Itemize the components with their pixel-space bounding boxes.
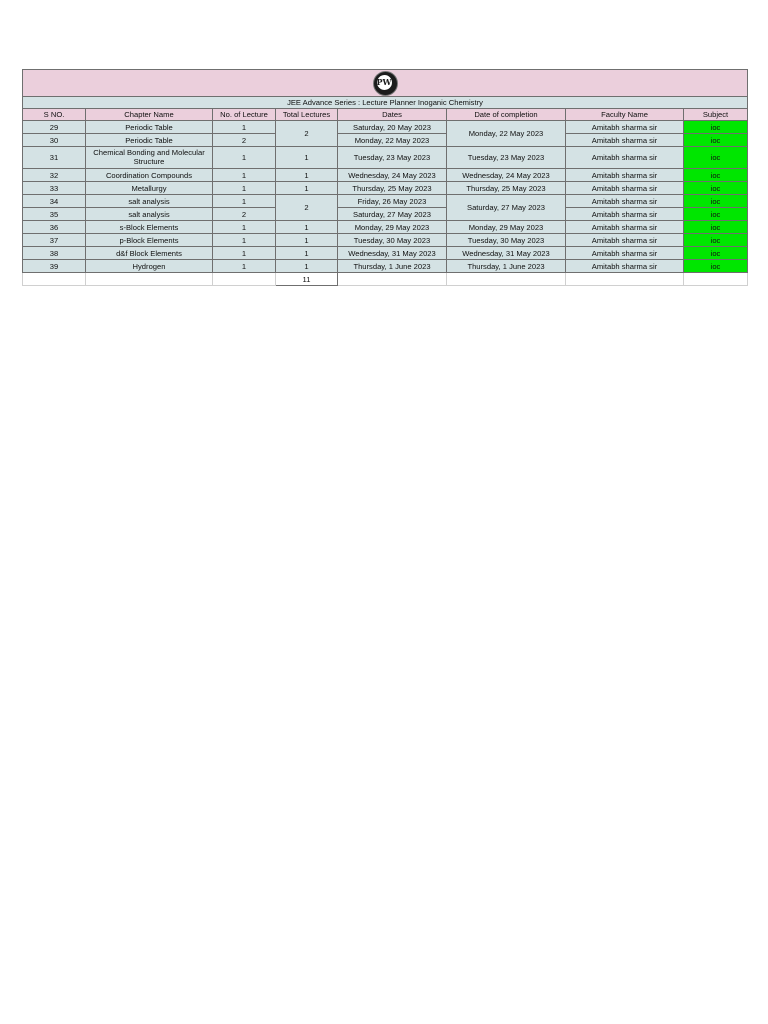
chapter-cell: p-Block Elements [86, 234, 213, 247]
total-lectures-cell: 1 [276, 147, 338, 169]
empty-cell [684, 273, 748, 286]
sno-cell: 39 [23, 260, 86, 273]
lecture-planner-table [22, 69, 748, 286]
table-row [23, 208, 748, 221]
lectures-cell: 1 [213, 147, 276, 169]
chapter-cell: d&f Block Elements [86, 247, 213, 260]
empty-cell [86, 273, 213, 286]
table-row [23, 147, 748, 169]
chapter-cell: Chemical Bonding and Molecular Structure [86, 147, 213, 169]
sno-cell: 30 [23, 134, 86, 147]
pw-logo [373, 71, 398, 96]
completion-cell: Thursday, 1 June 2023 [447, 260, 566, 273]
sno-cell: 32 [23, 169, 86, 182]
faculty-cell: Amitabh sharma sir [566, 195, 684, 208]
lectures-cell: 1 [213, 182, 276, 195]
sno-cell: 36 [23, 221, 86, 234]
faculty-cell: Amitabh sharma sir [566, 121, 684, 134]
faculty-cell: Amitabh sharma sir [566, 134, 684, 147]
sheet-title: JEE Advance Series : Lecture Planner Inoganic Chemistry [23, 97, 748, 109]
total-lectures-cell: 1 [276, 221, 338, 234]
faculty-cell: Amitabh sharma sir [566, 234, 684, 247]
date-cell: Friday, 26 May 2023 [338, 195, 447, 208]
empty-cell [447, 273, 566, 286]
header-no-of-lecture: No. of Lecture [213, 109, 276, 121]
subject-cell: ioc [684, 147, 748, 169]
total-lectures-cell: 1 [276, 234, 338, 247]
completion-cell: Monday, 29 May 2023 [447, 221, 566, 234]
faculty-cell: Amitabh sharma sir [566, 182, 684, 195]
subject-cell: ioc [684, 195, 748, 208]
date-cell: Monday, 22 May 2023 [338, 134, 447, 147]
subject-cell: ioc [684, 260, 748, 273]
total-row [23, 273, 748, 286]
header-faculty-name: Faculty Name [566, 109, 684, 121]
date-cell: Thursday, 1 June 2023 [338, 260, 447, 273]
table-row [23, 234, 748, 247]
subject-cell: ioc [684, 121, 748, 134]
date-cell: Saturday, 27 May 2023 [338, 208, 447, 221]
chapter-cell: Hydrogen [86, 260, 213, 273]
completion-cell: Tuesday, 30 May 2023 [447, 234, 566, 247]
lectures-cell: 2 [213, 208, 276, 221]
sno-cell: 29 [23, 121, 86, 134]
table-row [23, 182, 748, 195]
total-lectures-cell: 1 [276, 260, 338, 273]
table-row [23, 260, 748, 273]
title-row [23, 97, 748, 109]
subject-cell: ioc [684, 247, 748, 260]
grand-total-cell: 11 [276, 273, 338, 286]
table-row [23, 169, 748, 182]
table-row [23, 195, 748, 208]
subject-cell: ioc [684, 134, 748, 147]
header-subject: Subject [684, 109, 748, 121]
completion-cell: Monday, 22 May 2023 [447, 121, 566, 147]
chapter-cell: Periodic Table [86, 134, 213, 147]
chapter-cell: s-Block Elements [86, 221, 213, 234]
table-row [23, 221, 748, 234]
total-lectures-cell: 2 [276, 195, 338, 221]
lectures-cell: 1 [213, 260, 276, 273]
sno-cell: 37 [23, 234, 86, 247]
lectures-cell: 1 [213, 234, 276, 247]
sno-cell: 31 [23, 147, 86, 169]
subject-cell: ioc [684, 182, 748, 195]
header-total-lectures: Total Lectures [276, 109, 338, 121]
faculty-cell: Amitabh sharma sir [566, 221, 684, 234]
empty-cell [338, 273, 447, 286]
chapter-cell: Metallurgy [86, 182, 213, 195]
lectures-cell: 1 [213, 195, 276, 208]
total-lectures-cell: 1 [276, 182, 338, 195]
empty-cell [213, 273, 276, 286]
subject-cell: ioc [684, 221, 748, 234]
logo-row [23, 70, 748, 97]
faculty-cell: Amitabh sharma sir [566, 147, 684, 169]
header-chapter-name: Chapter Name [86, 109, 213, 121]
sno-cell: 34 [23, 195, 86, 208]
date-cell: Tuesday, 30 May 2023 [338, 234, 447, 247]
total-lectures-cell: 1 [276, 169, 338, 182]
date-cell: Wednesday, 31 May 2023 [338, 247, 447, 260]
table-row [23, 121, 748, 134]
faculty-cell: Amitabh sharma sir [566, 247, 684, 260]
lectures-cell: 1 [213, 169, 276, 182]
faculty-cell: Amitabh sharma sir [566, 208, 684, 221]
date-cell: Monday, 29 May 2023 [338, 221, 447, 234]
subject-cell: ioc [684, 208, 748, 221]
date-cell: Thursday, 25 May 2023 [338, 182, 447, 195]
completion-cell: Saturday, 27 May 2023 [447, 195, 566, 221]
completion-cell: Wednesday, 24 May 2023 [447, 169, 566, 182]
chapter-cell: Periodic Table [86, 121, 213, 134]
chapter-cell: salt analysis [86, 208, 213, 221]
table-row [23, 134, 748, 147]
date-cell: Saturday, 20 May 2023 [338, 121, 447, 134]
chapter-cell: Coordination Compounds [86, 169, 213, 182]
date-cell: Wednesday, 24 May 2023 [338, 169, 447, 182]
completion-cell: Tuesday, 23 May 2023 [447, 147, 566, 169]
date-cell: Tuesday, 23 May 2023 [338, 147, 447, 169]
header-date-of-completion: Date of completion [447, 109, 566, 121]
logo-cell [23, 70, 748, 97]
subject-cell: ioc [684, 169, 748, 182]
sno-cell: 38 [23, 247, 86, 260]
lectures-cell: 1 [213, 247, 276, 260]
subject-cell: ioc [684, 234, 748, 247]
total-lectures-cell: 2 [276, 121, 338, 147]
faculty-cell: Amitabh sharma sir [566, 169, 684, 182]
sno-cell: 35 [23, 208, 86, 221]
pw-logo-mark: PW [377, 75, 392, 90]
lectures-cell: 1 [213, 121, 276, 134]
header-dates: Dates [338, 109, 447, 121]
faculty-cell: Amitabh sharma sir [566, 260, 684, 273]
header-sno: S NO. [23, 109, 86, 121]
table-row [23, 247, 748, 260]
completion-cell: Wednesday, 31 May 2023 [447, 247, 566, 260]
chapter-cell: salt analysis [86, 195, 213, 208]
empty-cell [23, 273, 86, 286]
sno-cell: 33 [23, 182, 86, 195]
header-row [23, 109, 748, 121]
lectures-cell: 2 [213, 134, 276, 147]
completion-cell: Thursday, 25 May 2023 [447, 182, 566, 195]
total-lectures-cell: 1 [276, 247, 338, 260]
lectures-cell: 1 [213, 221, 276, 234]
empty-cell [566, 273, 684, 286]
